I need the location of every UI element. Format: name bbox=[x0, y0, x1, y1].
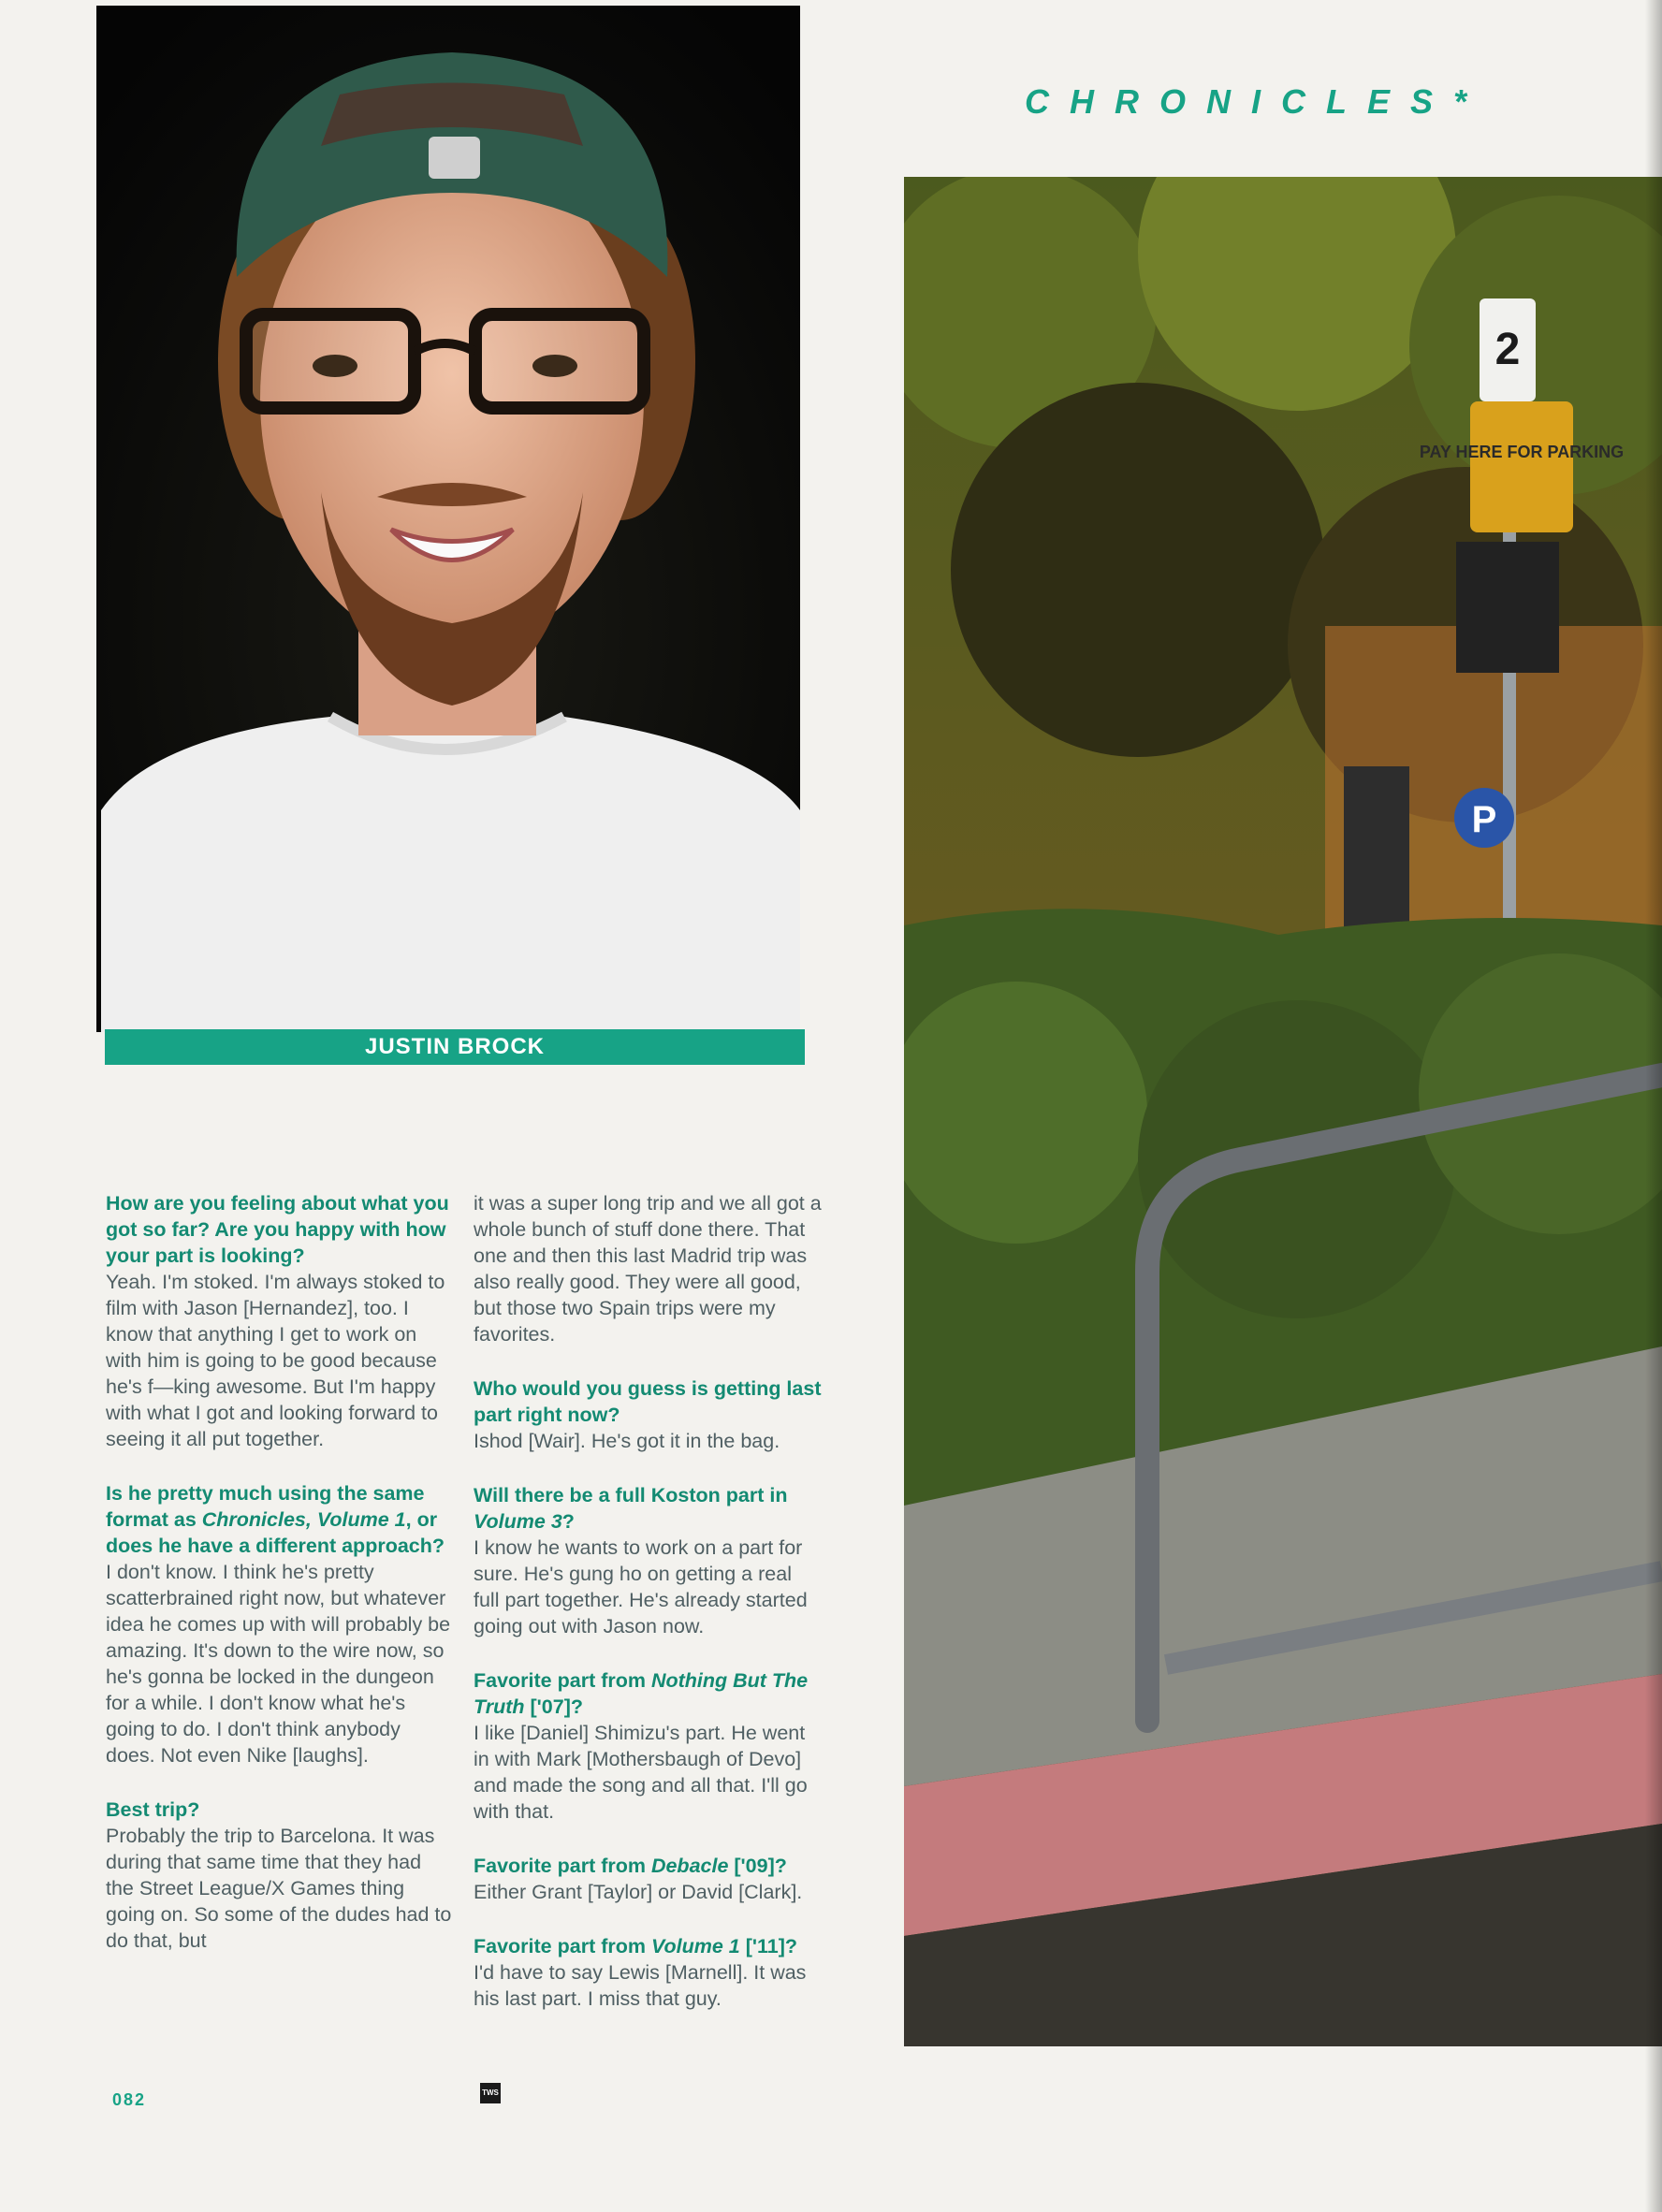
question: How are you feeling about what you got so far? Are you happy with how your part is looking? bbox=[106, 1192, 449, 1267]
page-number: 082 bbox=[112, 2090, 147, 2109]
page-edge-shadow bbox=[1645, 0, 1662, 2212]
question: Favorite part from Debacle ['09]? bbox=[474, 1855, 787, 1877]
portrait-photo bbox=[96, 6, 800, 1032]
portrait-caption: JUSTIN BROCK bbox=[105, 1029, 805, 1065]
sign-p-text: P bbox=[1471, 799, 1497, 840]
question: Favorite part from Nothing But The Truth ['07]? bbox=[474, 1669, 809, 1718]
answer: it was a super long trip and we all got a whole bunch of stuff done there. That one and then this last Madrid trip was also really good. They were all good, but those two Spain trips were my favorites. bbox=[474, 1192, 822, 1346]
qa-block bbox=[106, 1190, 454, 1452]
answer: I don't know. I think he's pretty scatterbrained right now, but whatever idea he comes up with will probably be amazing. It's down to the wire now, so he's gonna be locked in the dungeon for a while. I don't know what he's going to do. I don't think anybody does. Not even Nike [laughs]. bbox=[106, 1561, 451, 1767]
section-title: CHRONICLES* bbox=[1025, 82, 1488, 121]
answer: Either Grant [Taylor] or David [Clark]. bbox=[474, 1881, 803, 1903]
question: Favorite part from Volume 1 ['11]? bbox=[474, 1935, 798, 1957]
interview-column-1 bbox=[106, 1190, 454, 1982]
sign-top-text: 2 bbox=[1494, 325, 1521, 374]
answer: Yeah. I'm stoked. I'm always stoked to film with Jason [Hernandez], too. I know that anything I get to work on with him is going to be good because he's f—king awesome. But I'm happy with what I got and looking forward to seeing it all put together. bbox=[106, 1271, 445, 1450]
action-photo bbox=[904, 177, 1662, 2046]
question: Who would you guess is getting last part right now? bbox=[474, 1377, 822, 1426]
qa-block bbox=[474, 1190, 822, 1347]
qa-block bbox=[474, 1853, 822, 1905]
qa-block bbox=[474, 1667, 822, 1825]
qa-block bbox=[474, 1933, 822, 2012]
question: Best trip? bbox=[106, 1798, 200, 1821]
sign-main-text: PAY HERE FOR PARKING bbox=[1419, 443, 1625, 461]
question: Is he pretty much using the same format as Chronicles, Volume 1, or does he have a different approach? bbox=[106, 1482, 445, 1557]
answer: I like [Daniel] Shimizu's part. He went in with Mark [Mothersbaugh of Devo] and made the song and all that. I'll go with that. bbox=[474, 1722, 808, 1823]
qa-block bbox=[106, 1797, 454, 1954]
tws-logo: TWS bbox=[480, 2083, 501, 2103]
answer: Probably the trip to Barcelona. It was during that same time that they had the Street League/X Games thing going on. So some of the dudes had to do that, but bbox=[106, 1825, 452, 1952]
answer: Ishod [Wair]. He's got it in the bag. bbox=[474, 1430, 780, 1452]
qa-block bbox=[474, 1375, 822, 1454]
answer: I'd have to say Lewis [Marnell]. It was his last part. I miss that guy. bbox=[474, 1961, 807, 2010]
question: Will there be a full Koston part in Volume 3? bbox=[474, 1484, 788, 1533]
interview-column-2 bbox=[474, 1190, 822, 2040]
qa-block bbox=[474, 1482, 822, 1639]
qa-block bbox=[106, 1480, 454, 1768]
answer: I know he wants to work on a part for sure. He's gung ho on getting a real full part together. He's already started going out with Jason now. bbox=[474, 1536, 808, 1637]
